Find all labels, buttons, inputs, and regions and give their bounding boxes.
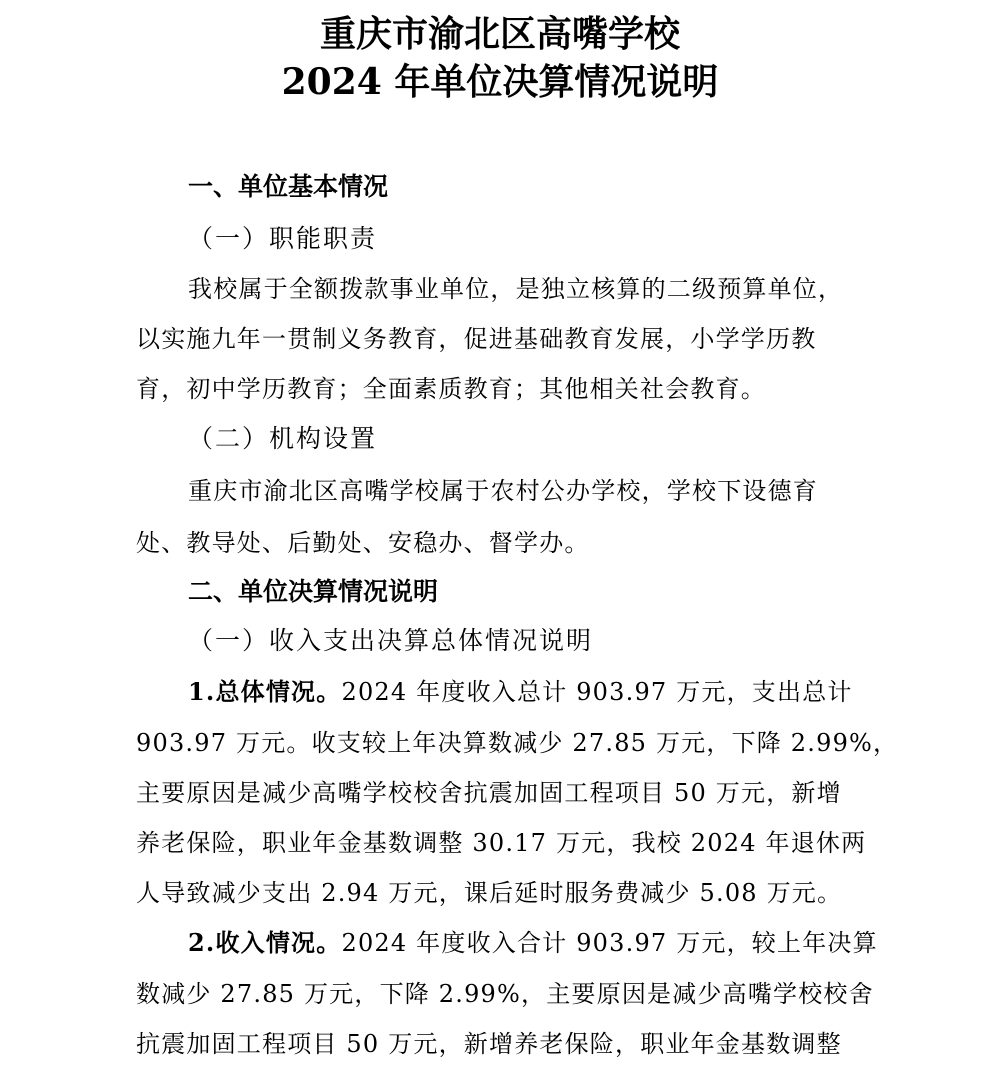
paragraph-line — [188, 675, 853, 709]
paragraph-line: 抗震加固工程项目 50 万元，新增养老保险，职业年金基数调整 — [136, 1030, 842, 1058]
section-heading-final-accounts: 二、单位决算情况说明 — [188, 577, 439, 606]
paragraph-line — [188, 926, 878, 960]
paragraph-line: 主要原因是减少高嘴学校校舍抗震加固工程项目 50 万元，新增 — [136, 779, 842, 807]
section-heading-basic-info: 一、单位基本情况 — [188, 172, 389, 201]
paragraph-text: 2024 年度收入总计 903.97 万元，支出总计 — [341, 678, 853, 706]
subsection-heading-functions: （一）职能职责 — [188, 224, 378, 253]
paragraph-line: 育，初中学历教育；全面素质教育；其他相关社会教育。 — [136, 375, 766, 403]
subsection-heading-income-expense-overview: （一）收入支出决算总体情况说明 — [188, 626, 594, 655]
paragraph-line: 人导致减少支出 2.94 万元，课后延时服务费减少 5.08 万元。 — [136, 879, 843, 907]
paragraph-text: 2024 年度收入合计 903.97 万元，较上年决算 — [341, 929, 878, 957]
paragraph-label-overall: 1.总体情况。 — [188, 677, 342, 706]
document-title-line-2: 2024 年单位决算情况说明 — [281, 61, 719, 103]
paragraph-line: 重庆市渝北区高嘴学校属于农村公办学校，学校下设德育 — [188, 477, 818, 505]
paragraph-line: 我校属于全额拨款事业单位，是独立核算的二级预算单位， — [188, 275, 844, 303]
paragraph-line: 903.97 万元。收支较上年决算数减少 27.85 万元，下降 2.99%， — [136, 729, 899, 757]
subsection-heading-organization: （二）机构设置 — [188, 424, 378, 453]
paragraph-line: 处、教导处、后勤处、安稳办、督学办。 — [136, 529, 590, 557]
paragraph-label-income: 2.收入情况。 — [188, 928, 342, 957]
paragraph-line: 以实施九年一贯制义务教育，促进基础教育发展，小学学历教 — [136, 325, 817, 353]
paragraph-line: 数减少 27.85 万元，下降 2.99%，主要原因是减少高嘴学校校舍 — [136, 980, 874, 1008]
document-title-line-1: 重庆市渝北区高嘴学校 — [319, 13, 680, 55]
paragraph-line: 养老保险，职业年金基数调整 30.17 万元，我校 2024 年退休两 — [136, 829, 867, 857]
